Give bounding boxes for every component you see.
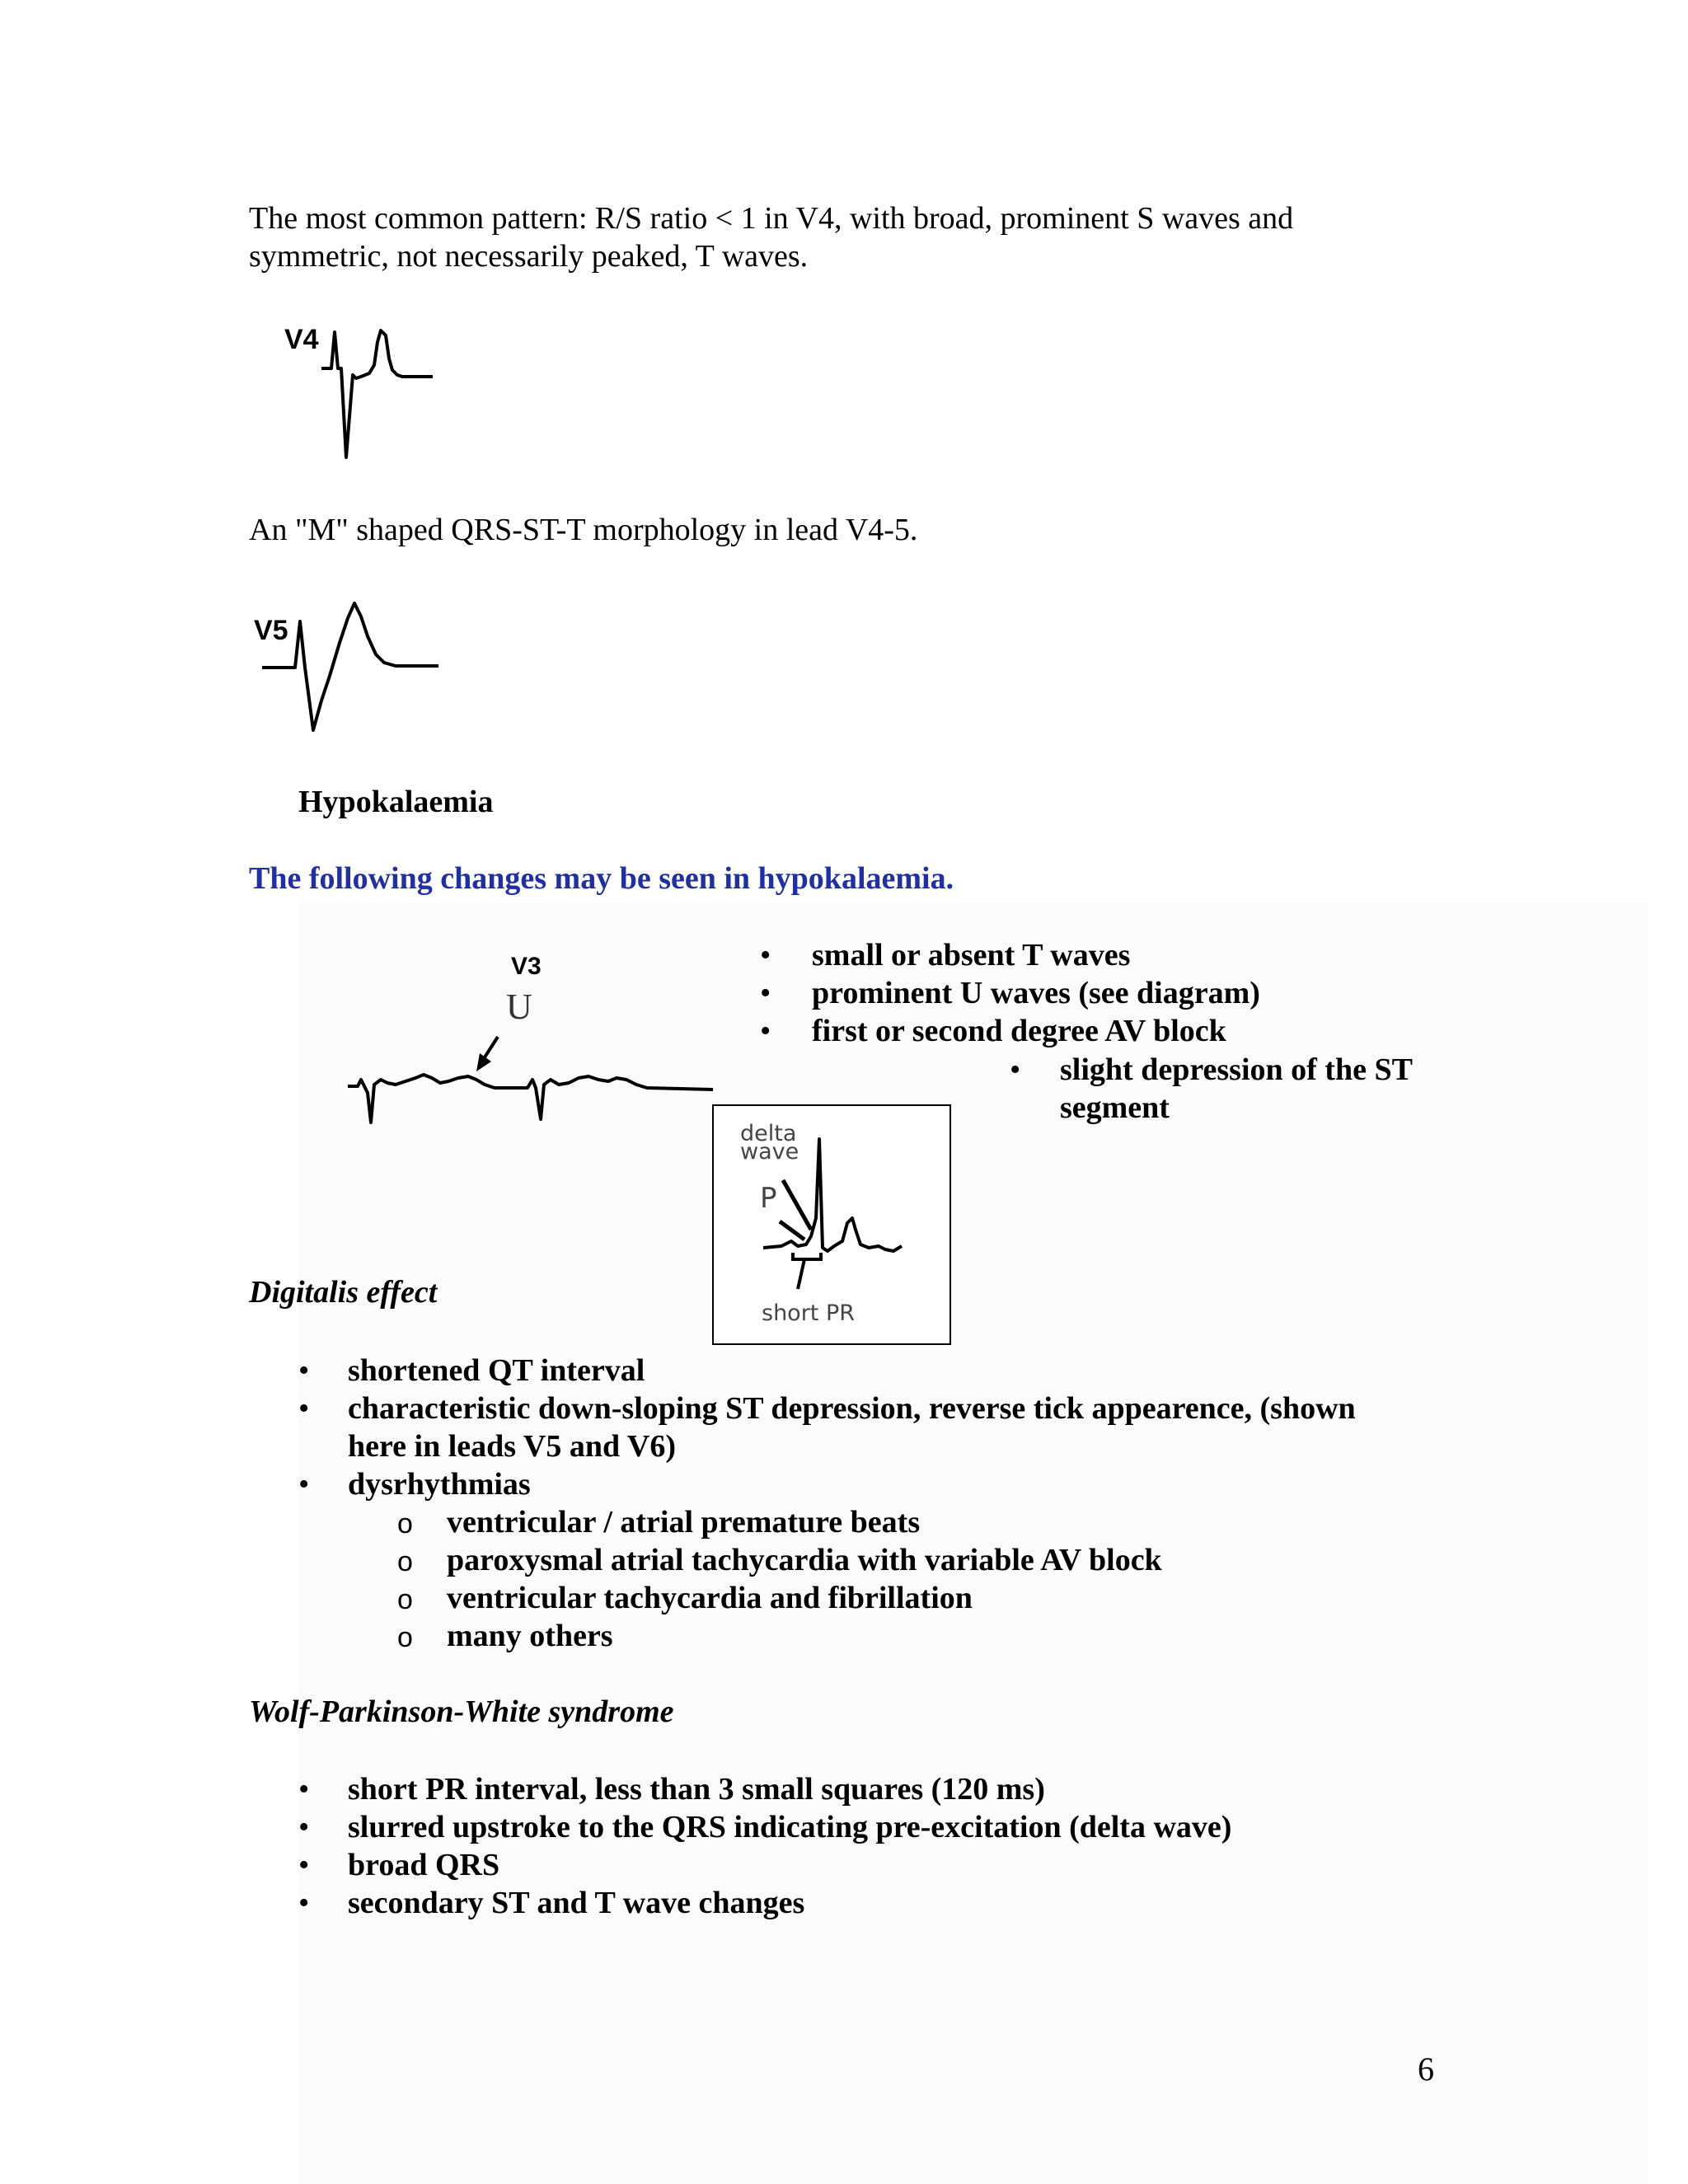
p-arrow (780, 1221, 804, 1240)
sub-bullet-circle: o (397, 1622, 413, 1653)
delta-arrow (783, 1180, 811, 1230)
wpw-bullet-3: broad QRS (348, 1848, 500, 1882)
ecg-v4-label: V4 (284, 324, 319, 355)
intro-line-2: symmetric, not necessarily peaked, T waves. (249, 239, 809, 274)
ecg-v5-figure (247, 585, 453, 742)
digitalis-bullet-2-line-1: characteristic down-sloping ST depression, reverse tick appearence, (shown (348, 1391, 1356, 1426)
digitalis-heading: Digitalis effect (249, 1275, 438, 1310)
digitalis-bullet-1: shortened QT interval (348, 1353, 645, 1388)
hypokalaemia-heading: Hypokalaemia (298, 785, 494, 819)
short-pr-bracket (793, 1253, 821, 1259)
digitalis-bullet-3: dysrhythmias (348, 1467, 531, 1502)
hypokalaemia-subheading: The following changes may be seen in hypokalaemia. (249, 861, 954, 896)
bullet-dot: • (760, 976, 771, 1010)
u-wave-label: U (506, 987, 532, 1027)
bullet-dot: • (760, 938, 771, 972)
hypo-bullet-2: prominent U waves (see diagram) (812, 976, 1260, 1010)
wpw-bullet-1: short PR interval, less than 3 small squares (120 ms) (348, 1772, 1045, 1807)
digitalis-subbullet-1: ventricular / atrial premature beats (447, 1505, 921, 1540)
digitalis-subbullet-3: ventricular tachycardia and fibrillation (447, 1581, 973, 1615)
sub-bullet-circle: o (397, 1584, 413, 1615)
bullet-dot: • (298, 1467, 310, 1502)
bullet-dot: • (1010, 1052, 1021, 1087)
digitalis-subbullet-2: paroxysmal atrial tachycardia with variable AV block (447, 1543, 1162, 1577)
wpw-bullet-2: slurred upstroke to the QRS indicating pre-excitation (delta wave) (348, 1810, 1232, 1844)
delta-label-2: wave (740, 1139, 799, 1165)
bullet-dot: • (760, 1014, 771, 1048)
bullet-dot: • (298, 1772, 310, 1807)
digitalis-bullet-2-line-2: here in leads V5 and V6) (348, 1429, 677, 1464)
ecg-v3-label: V3 (511, 953, 542, 980)
bullet-dot: • (298, 1353, 310, 1388)
digitalis-subbullet-4: many others (447, 1619, 613, 1653)
ecg-v5-label: V5 (254, 615, 288, 646)
wpw-delta-wave-figure (712, 1104, 951, 1345)
bullet-dot: • (298, 1886, 310, 1920)
sub-bullet-circle: o (397, 1546, 413, 1577)
bullet-dot: • (298, 1848, 310, 1882)
short-pr-label: short PR (762, 1301, 856, 1326)
delta-label-1: delta (740, 1121, 797, 1146)
sub-bullet-circle: o (397, 1508, 413, 1540)
wpw-bullet-4: secondary ST and T wave changes (348, 1886, 805, 1920)
short-pr-pointer (798, 1259, 804, 1289)
hypo-bullet-1: small or absent T waves (812, 938, 1131, 972)
m-pattern-text: An "M" shaped QRS-ST-T morphology in lead V4-5. (249, 513, 918, 547)
bullet-dot: • (298, 1391, 310, 1426)
p-wave-label: P (760, 1182, 777, 1215)
wpw-delta-wave-trace (714, 1106, 950, 1343)
wpw-heading: Wolf-Parkinson-White syndrome (249, 1694, 674, 1729)
ecg-v4-figure (272, 317, 462, 466)
hypo-bullet-4-line-1: slight depression of the ST (1060, 1052, 1413, 1087)
hypo-bullet-3: first or second degree AV block (812, 1014, 1226, 1048)
bullet-dot: • (298, 1810, 310, 1844)
page-number: 6 (1418, 2050, 1434, 2088)
hypo-bullet-4-line-2: segment (1060, 1090, 1170, 1125)
intro-line-1: The most common pattern: R/S ratio < 1 in V4, with broad, prominent S waves and (249, 201, 1294, 236)
u-wave-arrow (483, 1037, 498, 1060)
ecg-v3-u-wave-figure (338, 940, 717, 1154)
